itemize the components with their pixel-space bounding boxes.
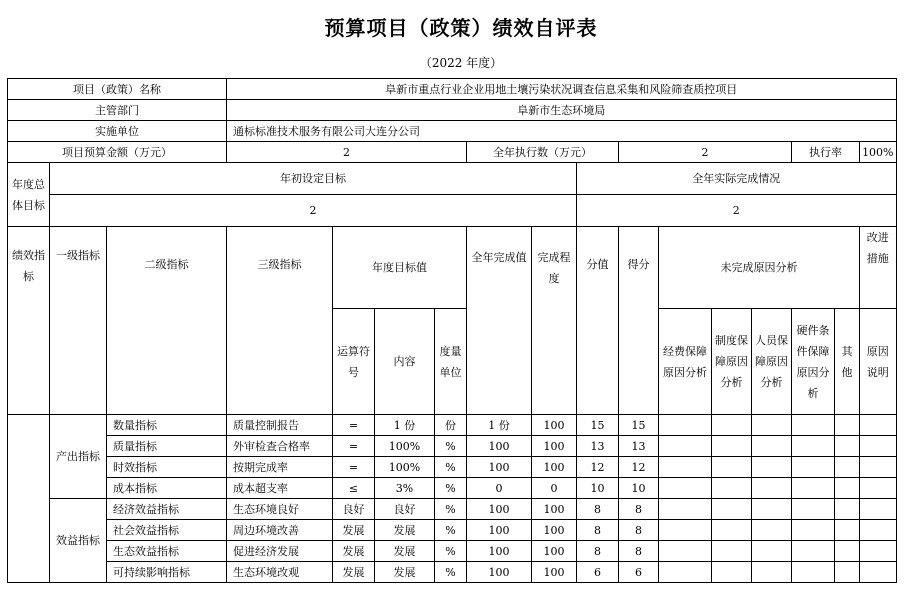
empty-cell [860, 520, 897, 541]
empty-cell [860, 541, 897, 562]
budget-label: 项目预算金额（万元） [8, 142, 227, 163]
reason-hardware-header: 硬件条件保障原因分析 [792, 309, 835, 415]
unit-cell: % [435, 562, 467, 583]
degree-cell: 100 [532, 520, 577, 541]
unit-header: 度量单位 [435, 309, 467, 415]
level3-cell: 质量控制报告 [227, 415, 333, 436]
empty-cell [712, 436, 752, 457]
operator-cell: 发展 [333, 520, 375, 541]
goal-actual-label: 全年实际完成情况 [577, 163, 897, 195]
unit-cell: 份 [435, 415, 467, 436]
content-cell: 发展 [375, 562, 435, 583]
level3-cell: 成本超支率 [227, 478, 333, 499]
dept-label: 主管部门 [8, 100, 227, 121]
empty-cell [752, 499, 792, 520]
complete-cell: 100 [467, 541, 532, 562]
empty-cell [659, 541, 712, 562]
empty-cell [860, 478, 897, 499]
annual-complete-header: 全年完成值 [467, 227, 532, 415]
empty-cell [792, 499, 835, 520]
content-cell: 100% [375, 457, 435, 478]
degree-cell: 0 [532, 478, 577, 499]
degree-cell: 100 [532, 562, 577, 583]
unit-value: 通标标准技术服务有限公司大连分公司 [227, 121, 897, 142]
empty-cell [659, 457, 712, 478]
level1-header: 一级指标 [50, 227, 107, 415]
weight-cell: 8 [577, 499, 619, 520]
operator-cell: 发展 [333, 562, 375, 583]
level3-cell: 促进经济发展 [227, 541, 333, 562]
empty-cell [659, 415, 712, 436]
empty-cell [860, 562, 897, 583]
content-cell: 100% [375, 436, 435, 457]
empty-cell [712, 541, 752, 562]
level2-cell: 成本指标 [107, 478, 227, 499]
score-cell: 15 [619, 415, 659, 436]
project-name-value: 阜新市重点行业企业用地土壤污染状况调查信息采集和风险筛查质控项目 [227, 79, 897, 100]
empty-cell [659, 520, 712, 541]
empty-cell [752, 457, 792, 478]
rate-label: 执行率 [792, 142, 860, 163]
empty-cell [659, 478, 712, 499]
level2-cell: 可持续影响指标 [107, 562, 227, 583]
complete-cell: 0 [467, 478, 532, 499]
empty-cell [860, 499, 897, 520]
level3-cell: 按期完成率 [227, 457, 333, 478]
weight-cell: 8 [577, 520, 619, 541]
empty-cell [752, 478, 792, 499]
level2-cell: 生态效益指标 [107, 541, 227, 562]
empty-cell [752, 436, 792, 457]
unit-cell: % [435, 478, 467, 499]
unfinished-header: 未完成原因分析 [659, 227, 860, 309]
empty-cell [860, 457, 897, 478]
empty-cell [835, 415, 860, 436]
content-cell: 1 份 [375, 415, 435, 436]
exec-value: 2 [619, 142, 792, 163]
goal-label: 年度总体目标 [8, 163, 50, 227]
empty-cell [835, 520, 860, 541]
operator-cell: ≤ [333, 478, 375, 499]
degree-cell: 100 [532, 436, 577, 457]
goal-initial-label: 年初设定目标 [50, 163, 577, 195]
performance-table [7, 78, 897, 583]
empty-cell [860, 415, 897, 436]
empty-cell [792, 415, 835, 436]
empty-cell [792, 436, 835, 457]
complete-cell: 100 [467, 520, 532, 541]
empty-cell [712, 499, 752, 520]
complete-cell: 100 [467, 499, 532, 520]
score-cell: 8 [619, 499, 659, 520]
level3-cell: 生态环境良好 [227, 499, 333, 520]
level3-header: 三级指标 [227, 227, 333, 415]
content-cell: 发展 [375, 541, 435, 562]
reason-system-header: 制度保障原因分析 [712, 309, 752, 415]
level1-cell: 产出指标 [50, 415, 107, 499]
unit-cell: % [435, 499, 467, 520]
score-cell: 13 [619, 436, 659, 457]
empty-cell [835, 457, 860, 478]
score-cell: 8 [619, 541, 659, 562]
score-cell: 6 [619, 562, 659, 583]
goal-actual-value: 2 [577, 195, 897, 227]
budget-value: 2 [227, 142, 467, 163]
empty-cell [712, 478, 752, 499]
perf-indicator-label: 绩效指标 [8, 227, 50, 415]
project-name-label: 项目（政策）名称 [8, 79, 227, 100]
empty-cell [659, 562, 712, 583]
rate-value: 100% [860, 142, 897, 163]
empty-cell [792, 478, 835, 499]
content-cell: 发展 [375, 520, 435, 541]
content-cell: 良好 [375, 499, 435, 520]
dept-value: 阜新市生态环境局 [227, 100, 897, 121]
level1-cell: 效益指标 [50, 499, 107, 583]
unit-cell: % [435, 541, 467, 562]
reason-fund-header: 经费保障原因分析 [659, 309, 712, 415]
reason-note-header: 原因说明 [860, 309, 897, 415]
unit-cell: % [435, 436, 467, 457]
level3-cell: 生态环境改观 [227, 562, 333, 583]
empty-cell [792, 520, 835, 541]
level2-cell: 质量指标 [107, 436, 227, 457]
weight-cell: 12 [577, 457, 619, 478]
reason-staff-header: 人员保障原因分析 [752, 309, 792, 415]
empty-cell [792, 541, 835, 562]
content-header: 内容 [375, 309, 435, 415]
complete-cell: 100 [467, 562, 532, 583]
weight-cell: 15 [577, 415, 619, 436]
empty-cell [659, 436, 712, 457]
empty-cell [752, 541, 792, 562]
operator-cell: = [333, 436, 375, 457]
unit-label: 实施单位 [8, 121, 227, 142]
empty-cell [835, 562, 860, 583]
empty-cell [835, 436, 860, 457]
unit-cell: % [435, 520, 467, 541]
level2-cell: 数量指标 [107, 415, 227, 436]
degree-cell: 100 [532, 499, 577, 520]
goal-initial-value: 2 [50, 195, 577, 227]
weight-cell: 6 [577, 562, 619, 583]
weight-cell: 13 [577, 436, 619, 457]
unit-cell: % [435, 457, 467, 478]
empty-cell [835, 541, 860, 562]
content-cell: 3% [375, 478, 435, 499]
level2-cell: 时效指标 [107, 457, 227, 478]
score-cell: 10 [619, 478, 659, 499]
empty-cell [659, 499, 712, 520]
operator-cell: 良好 [333, 499, 375, 520]
page-title: 预算项目（政策）绩效自评表 [324, 16, 598, 40]
degree-cell: 100 [532, 415, 577, 436]
empty-cell [860, 436, 897, 457]
year-subtitle: （2022 年度） [419, 56, 503, 70]
empty-cell [712, 562, 752, 583]
operator-cell: = [333, 415, 375, 436]
complete-cell: 1 份 [467, 415, 532, 436]
score-header: 得分 [619, 227, 659, 415]
complete-cell: 100 [467, 457, 532, 478]
degree-cell: 100 [532, 457, 577, 478]
weight-header: 分值 [577, 227, 619, 415]
improve-header: 改进措施 [860, 227, 897, 309]
empty-cell [712, 415, 752, 436]
annual-target-header: 年度目标值 [333, 227, 467, 309]
score-cell: 8 [619, 520, 659, 541]
operator-cell: = [333, 457, 375, 478]
complete-cell: 100 [467, 436, 532, 457]
empty-cell [835, 478, 860, 499]
level2-header: 二级指标 [107, 227, 227, 415]
score-cell: 12 [619, 457, 659, 478]
empty-cell [752, 562, 792, 583]
operator-cell: 发展 [333, 541, 375, 562]
perf-left-blank [8, 415, 50, 583]
empty-cell [835, 499, 860, 520]
weight-cell: 8 [577, 541, 619, 562]
degree-cell: 100 [532, 541, 577, 562]
completion-degree-header: 完成程度 [532, 227, 577, 415]
level2-cell: 经济效益指标 [107, 499, 227, 520]
reason-other-header: 其他 [835, 309, 860, 415]
empty-cell [712, 457, 752, 478]
empty-cell [752, 520, 792, 541]
empty-cell [792, 562, 835, 583]
empty-cell [752, 415, 792, 436]
level2-cell: 社会效益指标 [107, 520, 227, 541]
weight-cell: 10 [577, 478, 619, 499]
level3-cell: 周边环境改善 [227, 520, 333, 541]
empty-cell [792, 457, 835, 478]
exec-label: 全年执行数（万元） [467, 142, 619, 163]
level3-cell: 外审检查合格率 [227, 436, 333, 457]
empty-cell [712, 520, 752, 541]
operator-header: 运算符号 [333, 309, 375, 415]
